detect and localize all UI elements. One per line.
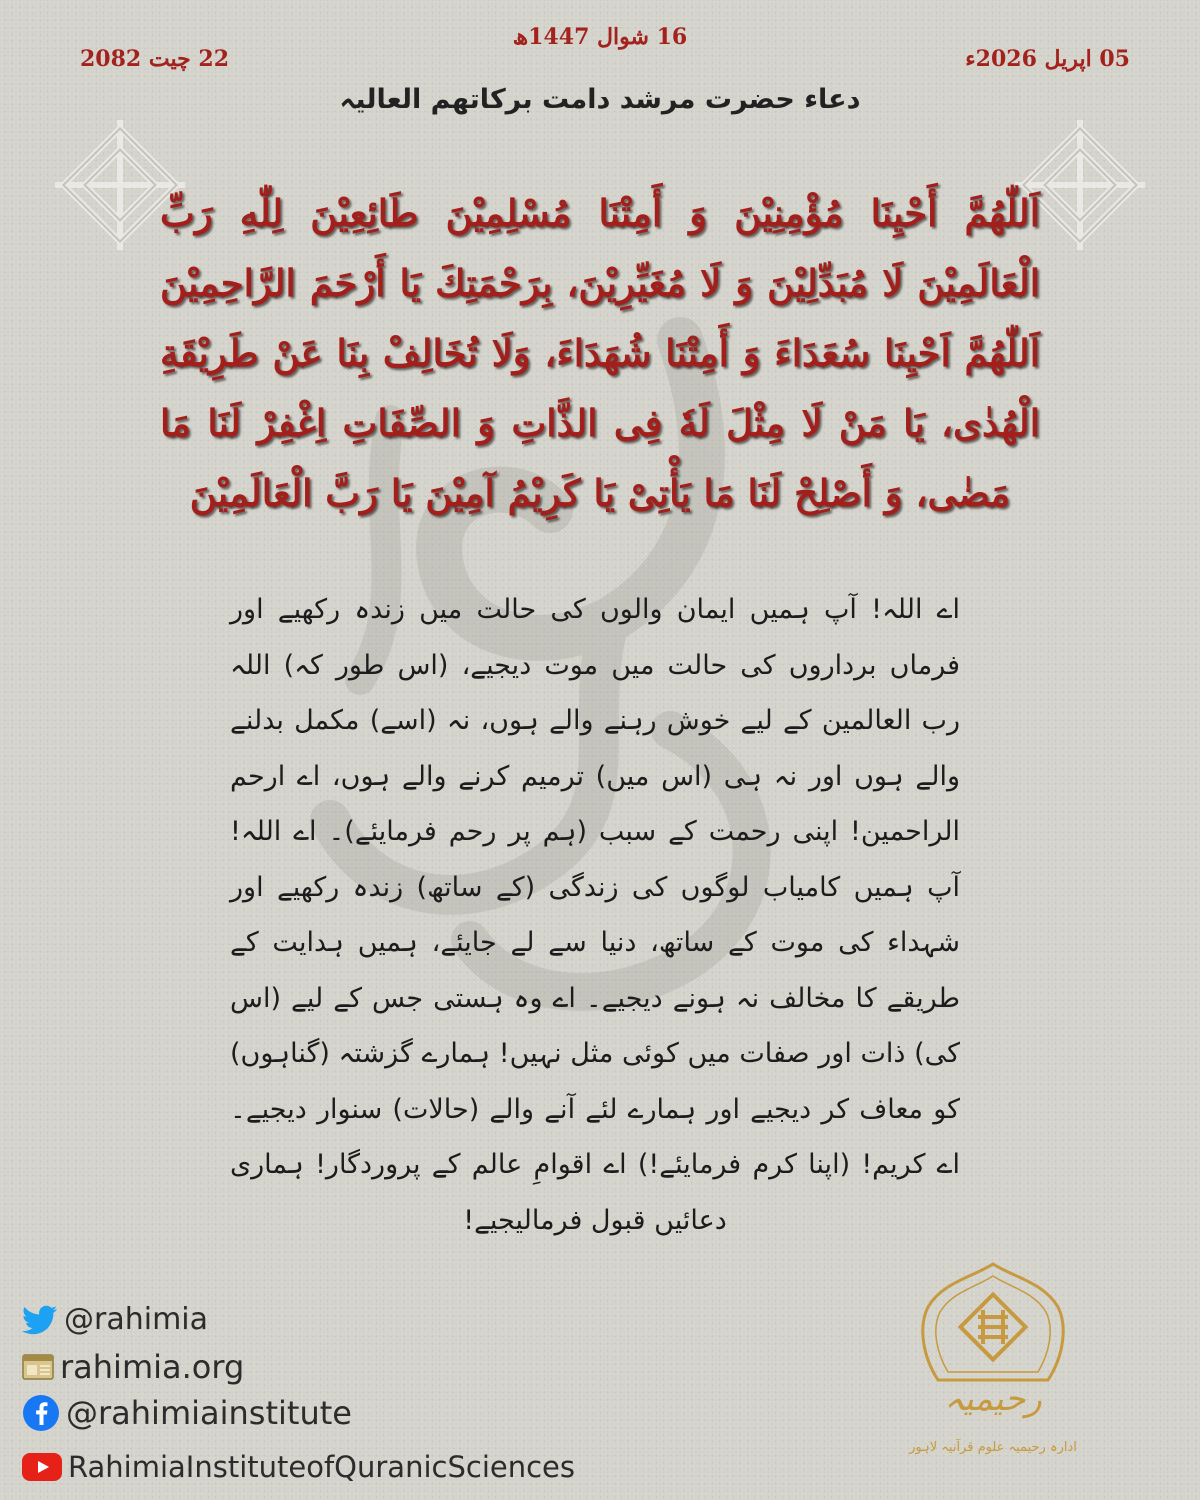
arabic-dua-text: اَللّٰهُمَّ أَحْیِنَا مُؤْمِنِیْنَ وَ أَمِتْنَا مُسْلِمِیْنَ طَائِعِیْنَ لِلّٰهِ رَبِّ الْعَالَمِیْنَ لَا مُبَدِّلِیْنَ وَ لَا مُغَیِّرِیْنَ، بِرَحْمَتِكَ یَا أَرْحَمَ الرَّاحِمِیْنَ اَللّٰهُمَّ اَحْیِنَا سُعَدَاءَ وَ أَمِتْنَا شُهَدَاءَ، وَلَا تُخَالِفْ بِنَا عَنْ طَرِیْقَةِ الْهُدٰی، یَا مَنْ لَا مِثْلَ لَهٗ فِی الذَّاتِ وَ الصِّفَاتِ اِغْفِرْ لَنَا مَا مَضٰی، وَ أَصْلِحْ لَنَا مَا یَأْتِیْ یَا کَرِیْمُ آمِیْنَ یَا رَبَّ الْعَالَمِیْنَ (160, 191, 1040, 515)
facebook-link[interactable] (22, 1394, 352, 1432)
date-hijri: 16 شوال 1447ھ (512, 24, 688, 50)
facebook-handle: @rahimiainstitute (66, 1394, 352, 1432)
web-page-icon (22, 1354, 54, 1380)
twitter-handle: @rahimia (64, 1302, 209, 1337)
youtube-link[interactable] (22, 1450, 575, 1484)
urdu-translation-text: اے اللہ! آپ ہمیں ایمان والوں کی حالت میں زندہ رکھیے اور فرماں برداروں کی حالت میں موت دیجیے، (اس طور کہ) اللہ رب العالمین کے لیے خوش رہنے والے ہوں، نہ (اسے) مکمل بدلنے والے ہوں اور نہ ہی (اس میں) ترمیم کرنے والے ہوں، اے ارحم الراحمین! اپنی رحمت کے سبب (ہم پر رحم فرمایئے)۔ اے اللہ! آپ ہمیں کامیاب لوگوں کی زندگی (کے ساتھ) زندہ رکھیے اور شہداء کی موت کے ساتھ، دنیا سے لے جایئے، ہمیں ہدایت کے طریقے کا مخالف نہ ہونے دیجیے۔ اے وہ ہستی جس کے لیے (اس کی) ذات اور صفات میں کوئی مثل نہیں! ہمارے گزشتہ (گناہوں) کو معاف کر دیجیے اور ہمارے لئے آنے والے (حالات) سنوار دیجیے۔ اے کریم! (اپنا کرم فرمایئے!) اے اقوامِ عالم کے پروردگار! ہماری دعائیں قبول فرمالیجیے! (230, 594, 960, 1236)
website-link[interactable] (22, 1348, 244, 1386)
date-gregorian: 05 اپریل 2026ء (965, 46, 1130, 72)
date-bikrami: 22 چیت 2082 (80, 46, 230, 72)
website-url: rahimia.org (60, 1348, 245, 1386)
logo-name: رحیمیہ (944, 1379, 1042, 1419)
youtube-play-icon (22, 1453, 62, 1481)
facebook-icon (22, 1394, 60, 1432)
dua-title: دعاء حضرت مرشد دامت برکاتهم العالیہ (339, 84, 861, 115)
twitter-link[interactable] (22, 1302, 208, 1337)
rahimia-logo-emblem (918, 1262, 1068, 1382)
youtube-channel: RahimiaInstituteofQuranicSciences (68, 1450, 575, 1484)
logo-subtitle: ادارہ رحیمیہ علوم قرآنیہ لاہور (909, 1440, 1077, 1455)
twitter-bird-icon (22, 1305, 58, 1335)
